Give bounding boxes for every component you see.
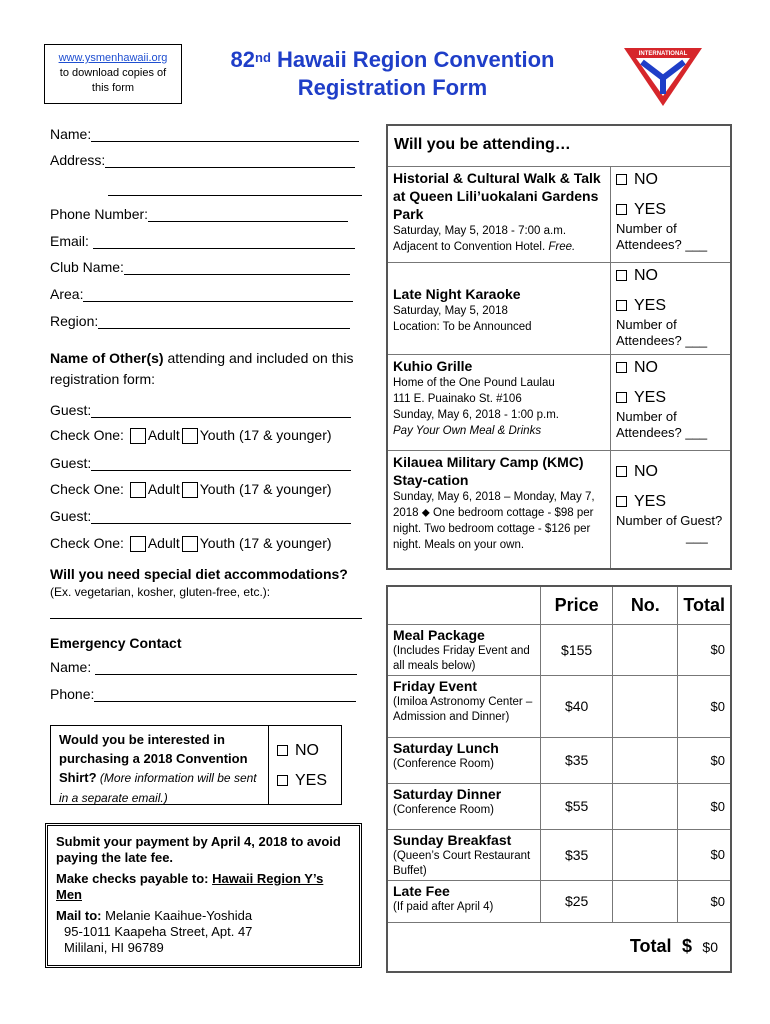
item-price: $155 <box>540 624 612 675</box>
event-detail: Saturday, May 5, 2018 <box>393 305 508 317</box>
item-quantity[interactable] <box>613 675 678 737</box>
yes-option[interactable] <box>616 295 725 317</box>
total-header: Total <box>678 586 731 624</box>
item-price: $35 <box>540 829 612 880</box>
yes-label: YES <box>634 493 667 510</box>
item-detail: (Imiloa Astronomy Center – Admission and Dinner) <box>393 695 533 723</box>
others-heading-bold: Name of Other(s) <box>50 350 164 366</box>
payment-deadline: Submit your payment by April 4, 2018 to avoid paying the late fee. <box>56 834 341 865</box>
event-row <box>387 355 731 451</box>
title-number: 82 <box>230 47 255 72</box>
attending-heading: Will you be attending… <box>387 125 731 167</box>
event-options <box>611 263 732 355</box>
youth-label: Youth (17 & younger) <box>199 535 332 551</box>
event-detail: Location: To be Announced <box>393 321 532 333</box>
area-label: Area: <box>50 286 84 302</box>
shirt-no-option[interactable] <box>277 736 327 766</box>
item-detail: (Conference Room) <box>393 757 494 770</box>
address-field[interactable] <box>50 152 355 168</box>
club-input-line[interactable] <box>124 260 350 275</box>
item-price: $25 <box>540 880 612 922</box>
pricing-header-row <box>387 586 731 624</box>
no-label: NO <box>634 463 658 480</box>
event-detail-extra: Adjacent to Convention Hotel. <box>393 241 549 253</box>
event-detail: Sunday, May 6, 2018 – Monday, May 7, 2018 ⬥ One bedroom cottage - $98 per night. Two bedroom cottage - $126 per night. Meals on your own. <box>393 491 595 551</box>
event-options <box>611 355 732 451</box>
no-option[interactable] <box>616 169 725 191</box>
mail-name: Melanie Kaaihue-Yoshida <box>105 908 253 923</box>
emergency-heading: Emergency Contact <box>50 635 182 651</box>
yes-checkbox[interactable] <box>616 300 627 311</box>
item-detail: (Conference Room) <box>393 803 494 816</box>
event-info <box>387 167 611 263</box>
pricing-header-blank <box>387 586 540 624</box>
no-checkbox[interactable] <box>616 174 627 185</box>
adult-checkbox[interactable] <box>130 428 146 444</box>
item-total: $0 <box>678 829 731 880</box>
event-title: Kilauea Military Camp (KMC) Stay-cation <box>393 454 584 488</box>
adult-checkbox[interactable] <box>130 482 146 498</box>
shirt-options <box>269 726 335 804</box>
item-quantity[interactable] <box>613 783 678 829</box>
event-info <box>387 451 611 569</box>
guest-field-2[interactable] <box>50 455 351 471</box>
item-total: $0 <box>678 624 731 675</box>
pricing-row <box>387 624 731 675</box>
adult-label: Adult <box>147 535 180 551</box>
shirt-no-label: NO <box>295 742 319 759</box>
others-heading-rest: attending and included on this registration form: <box>50 350 354 387</box>
item-name: Saturday Lunch <box>393 739 499 756</box>
guest-label: Guest: <box>50 402 92 418</box>
event-row <box>387 451 731 569</box>
event-detail: 111 E. Puainako St. #106 <box>393 393 522 405</box>
item-name: Late Fee <box>393 882 450 899</box>
diet-example: (Ex. vegetarian, kosher, gluten-free, etc.): <box>50 585 271 599</box>
check-one-label: Check One: <box>50 481 124 497</box>
attendee-count[interactable]: Number of Attendees? ___ <box>616 221 708 252</box>
pricing-row <box>387 829 731 880</box>
emergency-name-label: Name: <box>50 659 92 675</box>
shirt-no-checkbox[interactable] <box>277 745 288 756</box>
adult-checkbox[interactable] <box>130 536 146 552</box>
pricing-row <box>387 880 731 922</box>
shirt-yes-checkbox[interactable] <box>277 775 288 786</box>
payable-to: Hawaii Region Y’s Men <box>56 871 324 902</box>
area-input-line[interactable] <box>83 287 353 302</box>
yes-option[interactable] <box>616 491 725 513</box>
item-name: Sunday Breakfast <box>393 831 512 848</box>
event-info <box>387 263 611 355</box>
no-label: NO <box>634 267 658 284</box>
title-suffix: nd <box>255 50 271 65</box>
region-input-line[interactable] <box>98 314 350 329</box>
yes-checkbox[interactable] <box>616 204 627 215</box>
item-price: $35 <box>540 737 612 783</box>
title-line2: Registration Form <box>297 75 488 100</box>
guest-field-3[interactable] <box>50 508 351 524</box>
website-note-box <box>44 44 182 104</box>
name-label: Name: <box>50 126 92 142</box>
email-label: Email: <box>50 233 89 249</box>
shirt-box <box>50 725 342 805</box>
pricing-row <box>387 675 731 737</box>
event-title: Kuhio Grille <box>393 358 473 374</box>
item-total: $0 <box>678 783 731 829</box>
no-checkbox[interactable] <box>616 362 627 373</box>
grand-total-row <box>387 922 731 972</box>
region-field[interactable] <box>50 313 350 329</box>
guest-label: Guest: <box>50 508 92 524</box>
youth-label: Youth (17 & younger) <box>199 481 332 497</box>
guest-check-1 <box>50 427 332 444</box>
guest-check-2 <box>50 481 332 498</box>
pricing-table <box>386 585 732 973</box>
emergency-name-field[interactable] <box>50 659 357 675</box>
yes-label: YES <box>634 297 667 314</box>
guest-input-line[interactable] <box>91 509 351 524</box>
yes-option[interactable] <box>616 199 725 221</box>
item-price: $55 <box>540 783 612 829</box>
youth-label: Youth (17 & younger) <box>199 427 332 443</box>
event-options <box>611 451 732 569</box>
emergency-phone-field[interactable] <box>50 686 356 702</box>
mail-street: 95-1011 Kaapeha Street, Apt. 47 <box>64 924 253 939</box>
address-input-line-2[interactable] <box>108 181 362 196</box>
no-checkbox[interactable] <box>616 270 627 281</box>
item-detail: (Queen’s Court Restaurant Buffet) <box>393 849 531 877</box>
club-field[interactable] <box>50 259 350 275</box>
no-header: No. <box>613 586 678 624</box>
attendee-count[interactable]: Number of Attendees? ___ <box>616 409 708 440</box>
guest-count-label: Number of Guest? <box>616 513 723 528</box>
phone-input-line[interactable] <box>148 207 348 222</box>
item-name: Saturday Dinner <box>393 785 502 802</box>
item-quantity[interactable] <box>613 880 678 922</box>
mail-city: Mililani, HI 96789 <box>64 940 164 955</box>
youth-checkbox[interactable] <box>182 482 198 498</box>
price-header: Price <box>540 586 612 624</box>
item-quantity[interactable] <box>613 737 678 783</box>
payable-label: Make checks payable to: <box>56 871 213 886</box>
adult-label: Adult <box>147 481 180 497</box>
event-detail: Sunday, May 6, 2018 - 1:00 p.m. <box>393 409 559 421</box>
phone-label: Phone Number: <box>50 206 149 222</box>
emergency-name-line[interactable] <box>95 660 357 675</box>
address-line2[interactable] <box>108 181 362 196</box>
title-text: Hawaii Region Convention <box>270 47 555 72</box>
event-detail-italic: Free. <box>548 241 576 253</box>
item-total: $0 <box>678 737 731 783</box>
attendee-count[interactable]: Number of Attendees? ___ <box>616 317 708 348</box>
no-option[interactable] <box>616 461 725 483</box>
shirt-yes-label: YES <box>295 772 328 789</box>
grand-total-currency: $ <box>681 936 692 957</box>
email-field[interactable] <box>50 233 355 249</box>
mail-line <box>56 908 351 924</box>
event-detail: Saturday, May 5, 2018 - 7:00 a.m. <box>393 225 567 237</box>
event-row <box>387 167 731 263</box>
website-note: to download copies of this form <box>59 67 167 94</box>
area-field[interactable] <box>50 286 353 302</box>
region-label: Region: <box>50 313 99 329</box>
item-price: $40 <box>540 675 612 737</box>
payable-line <box>56 871 351 903</box>
payment-box <box>45 823 362 968</box>
ys-men-logo <box>620 44 706 108</box>
item-name: Friday Event <box>393 677 478 694</box>
guest-label: Guest: <box>50 455 92 471</box>
attending-table <box>386 124 732 570</box>
club-label: Club Name: <box>50 259 124 275</box>
email-input-line[interactable] <box>93 234 355 249</box>
phone-field[interactable] <box>50 206 348 222</box>
no-label: NO <box>634 171 658 188</box>
diet-question: Will you need special diet accommodations? <box>50 566 348 582</box>
address-input-line[interactable] <box>105 153 355 168</box>
mail-label: Mail to: <box>56 908 106 923</box>
item-quantity[interactable] <box>613 829 678 880</box>
guest-input-line[interactable] <box>91 456 351 471</box>
item-detail: (If paid after April 4) <box>393 900 494 913</box>
logo-text: INTERNATIONAL <box>638 51 688 57</box>
name-field[interactable] <box>50 126 359 142</box>
shirt-yes-option[interactable] <box>277 766 327 796</box>
shirt-question-note: (More information will be sent in a separate email.) <box>59 771 257 805</box>
event-info <box>387 355 611 451</box>
page-title <box>200 46 585 102</box>
name-input-line[interactable] <box>91 127 359 142</box>
check-one-label: Check One: <box>50 535 124 551</box>
website-link[interactable]: www.ysmenhawaii.org <box>58 52 168 64</box>
diet-input-line[interactable] <box>50 618 362 619</box>
event-detail <box>393 239 605 255</box>
no-option[interactable] <box>616 265 725 287</box>
grand-total <box>387 922 731 972</box>
event-detail-italic: Pay Your Own Meal & Drinks <box>393 425 542 437</box>
shirt-question-bold: Would you be interested in purchasing a 2018 Convention Shirt? <box>59 732 248 785</box>
event-options <box>611 167 732 263</box>
item-total: $0 <box>678 675 731 737</box>
yes-label: YES <box>634 389 667 406</box>
event-title: Historial & Cultural Walk & Talk at Queen Lili’uokalani Gardens Park <box>393 170 601 222</box>
pricing-row <box>387 783 731 829</box>
emergency-phone-line[interactable] <box>94 687 356 702</box>
item-name: Meal Package <box>393 626 485 643</box>
others-heading <box>50 348 370 390</box>
youth-checkbox[interactable] <box>182 536 198 552</box>
event-detail: Home of the One Pound Laulau <box>393 377 555 389</box>
yes-checkbox[interactable] <box>616 392 627 403</box>
adult-label: Adult <box>147 427 180 443</box>
event-row <box>387 263 731 355</box>
yes-checkbox[interactable] <box>616 496 627 507</box>
guest-input-line[interactable] <box>91 403 351 418</box>
address-label: Address: <box>50 152 106 168</box>
yes-label: YES <box>634 201 667 218</box>
shirt-question <box>51 726 269 804</box>
check-one-label: Check One: <box>50 427 124 443</box>
guest-check-3 <box>50 535 332 552</box>
yes-option[interactable] <box>616 387 725 409</box>
pricing-row <box>387 737 731 783</box>
item-total: $0 <box>678 880 731 922</box>
emergency-phone-label: Phone: <box>50 686 95 702</box>
item-detail: (Includes Friday Event and all meals below) <box>393 644 530 672</box>
event-title: Late Night Karaoke <box>393 286 521 302</box>
no-label: NO <box>634 359 658 376</box>
guest-count-blank[interactable]: ___ <box>686 529 708 544</box>
grand-total-value: $0 <box>702 939 718 956</box>
no-checkbox[interactable] <box>616 466 627 477</box>
grand-total-label: Total <box>629 936 672 957</box>
no-option[interactable] <box>616 357 725 379</box>
guest-field-1[interactable] <box>50 402 351 418</box>
youth-checkbox[interactable] <box>182 428 198 444</box>
item-quantity[interactable] <box>613 624 678 675</box>
